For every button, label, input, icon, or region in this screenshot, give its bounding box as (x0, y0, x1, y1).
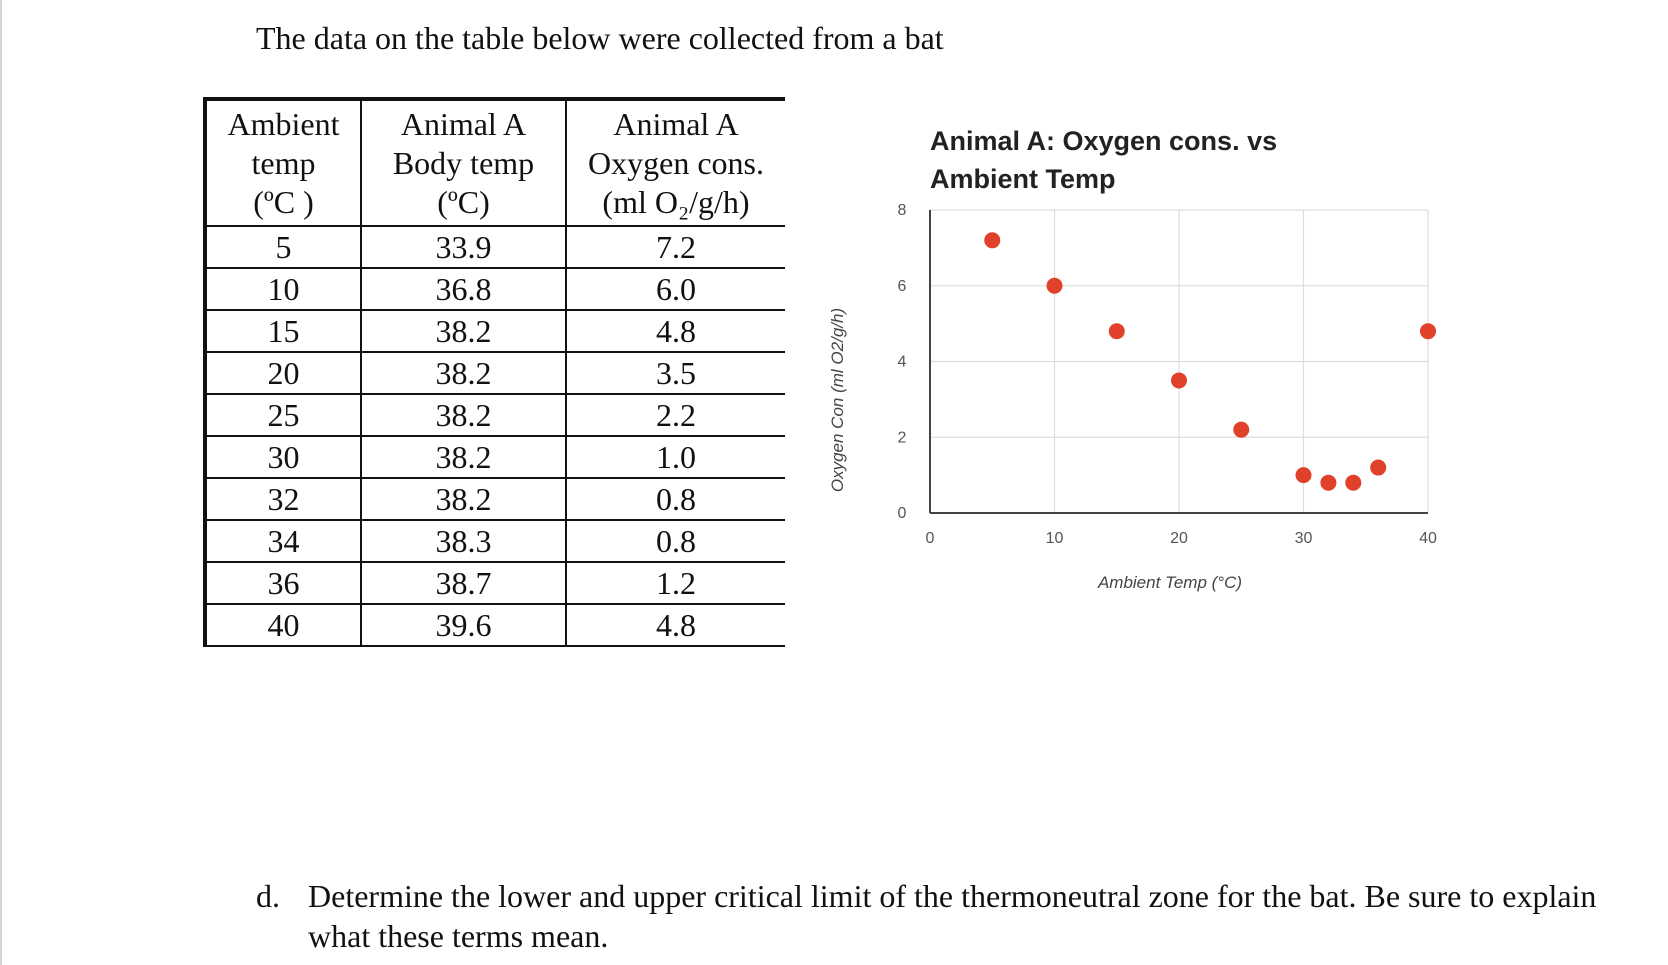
header-line: (ºC) (437, 183, 490, 220)
table-row (205, 520, 785, 562)
data-table (203, 97, 785, 647)
header-line: Animal A (613, 105, 739, 142)
cell-oxygen-cons: 3.5 (566, 352, 785, 394)
data-point (1171, 372, 1187, 388)
question-letter: d. (256, 878, 280, 914)
header-line: Oxygen cons. (588, 144, 764, 181)
y-axis-label: Oxygen Con (ml O2/g/h) (828, 307, 847, 493)
chart-grid (930, 210, 1428, 513)
data-point (1345, 475, 1361, 491)
header-oxygen-cons (566, 99, 785, 226)
cell-body-temp: 38.3 (361, 520, 566, 562)
cell-ambient-temp: 30 (205, 436, 361, 478)
x-tick-label: 10 (1045, 530, 1064, 547)
header-line: Animal A (400, 105, 527, 142)
cell-oxygen-cons: 7.2 (566, 226, 785, 268)
cell-ambient-temp: 40 (205, 604, 361, 646)
header-line: Ambient (227, 105, 340, 142)
cell-oxygen-cons: 1.2 (566, 562, 785, 604)
cell-ambient-temp: 36 (205, 562, 361, 604)
question-text: Determine the lower and upper critical limit of the thermoneutral zone for the bat. Be sure to explain what these terms mean. (308, 878, 1597, 954)
data-point (1296, 467, 1312, 483)
cell-ambient-temp: 15 (205, 310, 361, 352)
data-point (1109, 323, 1125, 339)
x-tick-label: 30 (1294, 530, 1313, 547)
cell-oxygen-cons: 6.0 (566, 268, 785, 310)
cell-body-temp: 33.9 (361, 226, 566, 268)
cell-ambient-temp: 34 (205, 520, 361, 562)
cell-oxygen-cons: 0.8 (566, 478, 785, 520)
cell-ambient-temp: 25 (205, 394, 361, 436)
cell-ambient-temp: 10 (205, 268, 361, 310)
data-point (1320, 475, 1336, 491)
y-tick-label: 0 (897, 505, 907, 522)
cell-oxygen-cons: 0.8 (566, 520, 785, 562)
table-row (205, 310, 785, 352)
y-tick-label: 6 (897, 277, 907, 295)
cell-body-temp: 38.2 (361, 352, 566, 394)
table-row (205, 436, 785, 478)
intro-text: The data on the table below were collected from a bat (256, 20, 944, 56)
cell-body-temp: 39.6 (361, 604, 566, 646)
x-axis-label: Ambient Temp (°C) (1097, 573, 1243, 592)
header-line: temp (251, 144, 316, 181)
cell-body-temp: 38.2 (361, 436, 566, 478)
y-tick-label: 8 (897, 202, 907, 219)
x-tick-label: 40 (1419, 530, 1437, 547)
cell-ambient-temp: 5 (205, 226, 361, 268)
cell-ambient-temp: 32 (205, 478, 361, 520)
header-line: Body temp (392, 144, 535, 181)
oxygen-consumption-scatter-chart (810, 110, 1470, 610)
x-axis-ticks (926, 530, 1437, 547)
cell-oxygen-cons: 1.0 (566, 436, 785, 478)
y-axis-ticks (898, 202, 907, 522)
cell-body-temp: 36.8 (361, 268, 566, 310)
data-point (1233, 422, 1249, 438)
header-line: (ºC ) (253, 183, 314, 220)
cell-body-temp: 38.7 (361, 562, 566, 604)
data-point (1420, 323, 1436, 339)
cell-oxygen-cons: 4.8 (566, 310, 785, 352)
chart-title-line-1: Animal A: Oxygen cons. vs (930, 126, 1278, 156)
header-ambient-temp (205, 99, 361, 226)
cell-oxygen-cons: 2.2 (566, 394, 785, 436)
table-row (205, 562, 785, 604)
table-row (205, 226, 785, 268)
table-header-row (205, 99, 785, 226)
chart-title-line-2: Ambient Temp (930, 164, 1116, 194)
table-row (205, 604, 785, 646)
cell-body-temp: 38.2 (361, 478, 566, 520)
header-body-temp (361, 99, 566, 226)
table-row (205, 352, 785, 394)
y-tick-label: 2 (897, 429, 907, 447)
data-point (1370, 460, 1386, 476)
cell-oxygen-cons: 4.8 (566, 604, 785, 646)
cell-body-temp: 38.2 (361, 310, 566, 352)
data-point (984, 232, 1000, 248)
header-line: (ml O₂/g/h) (602, 183, 750, 220)
x-tick-label: 0 (925, 530, 935, 547)
page-edge (0, 0, 2, 965)
data-point (1047, 278, 1063, 294)
y-tick-label: 4 (897, 353, 907, 371)
table-row (205, 478, 785, 520)
cell-body-temp: 38.2 (361, 394, 566, 436)
table-row (205, 268, 785, 310)
x-tick-label: 20 (1170, 530, 1188, 547)
table-row (205, 394, 785, 436)
cell-ambient-temp: 20 (205, 352, 361, 394)
